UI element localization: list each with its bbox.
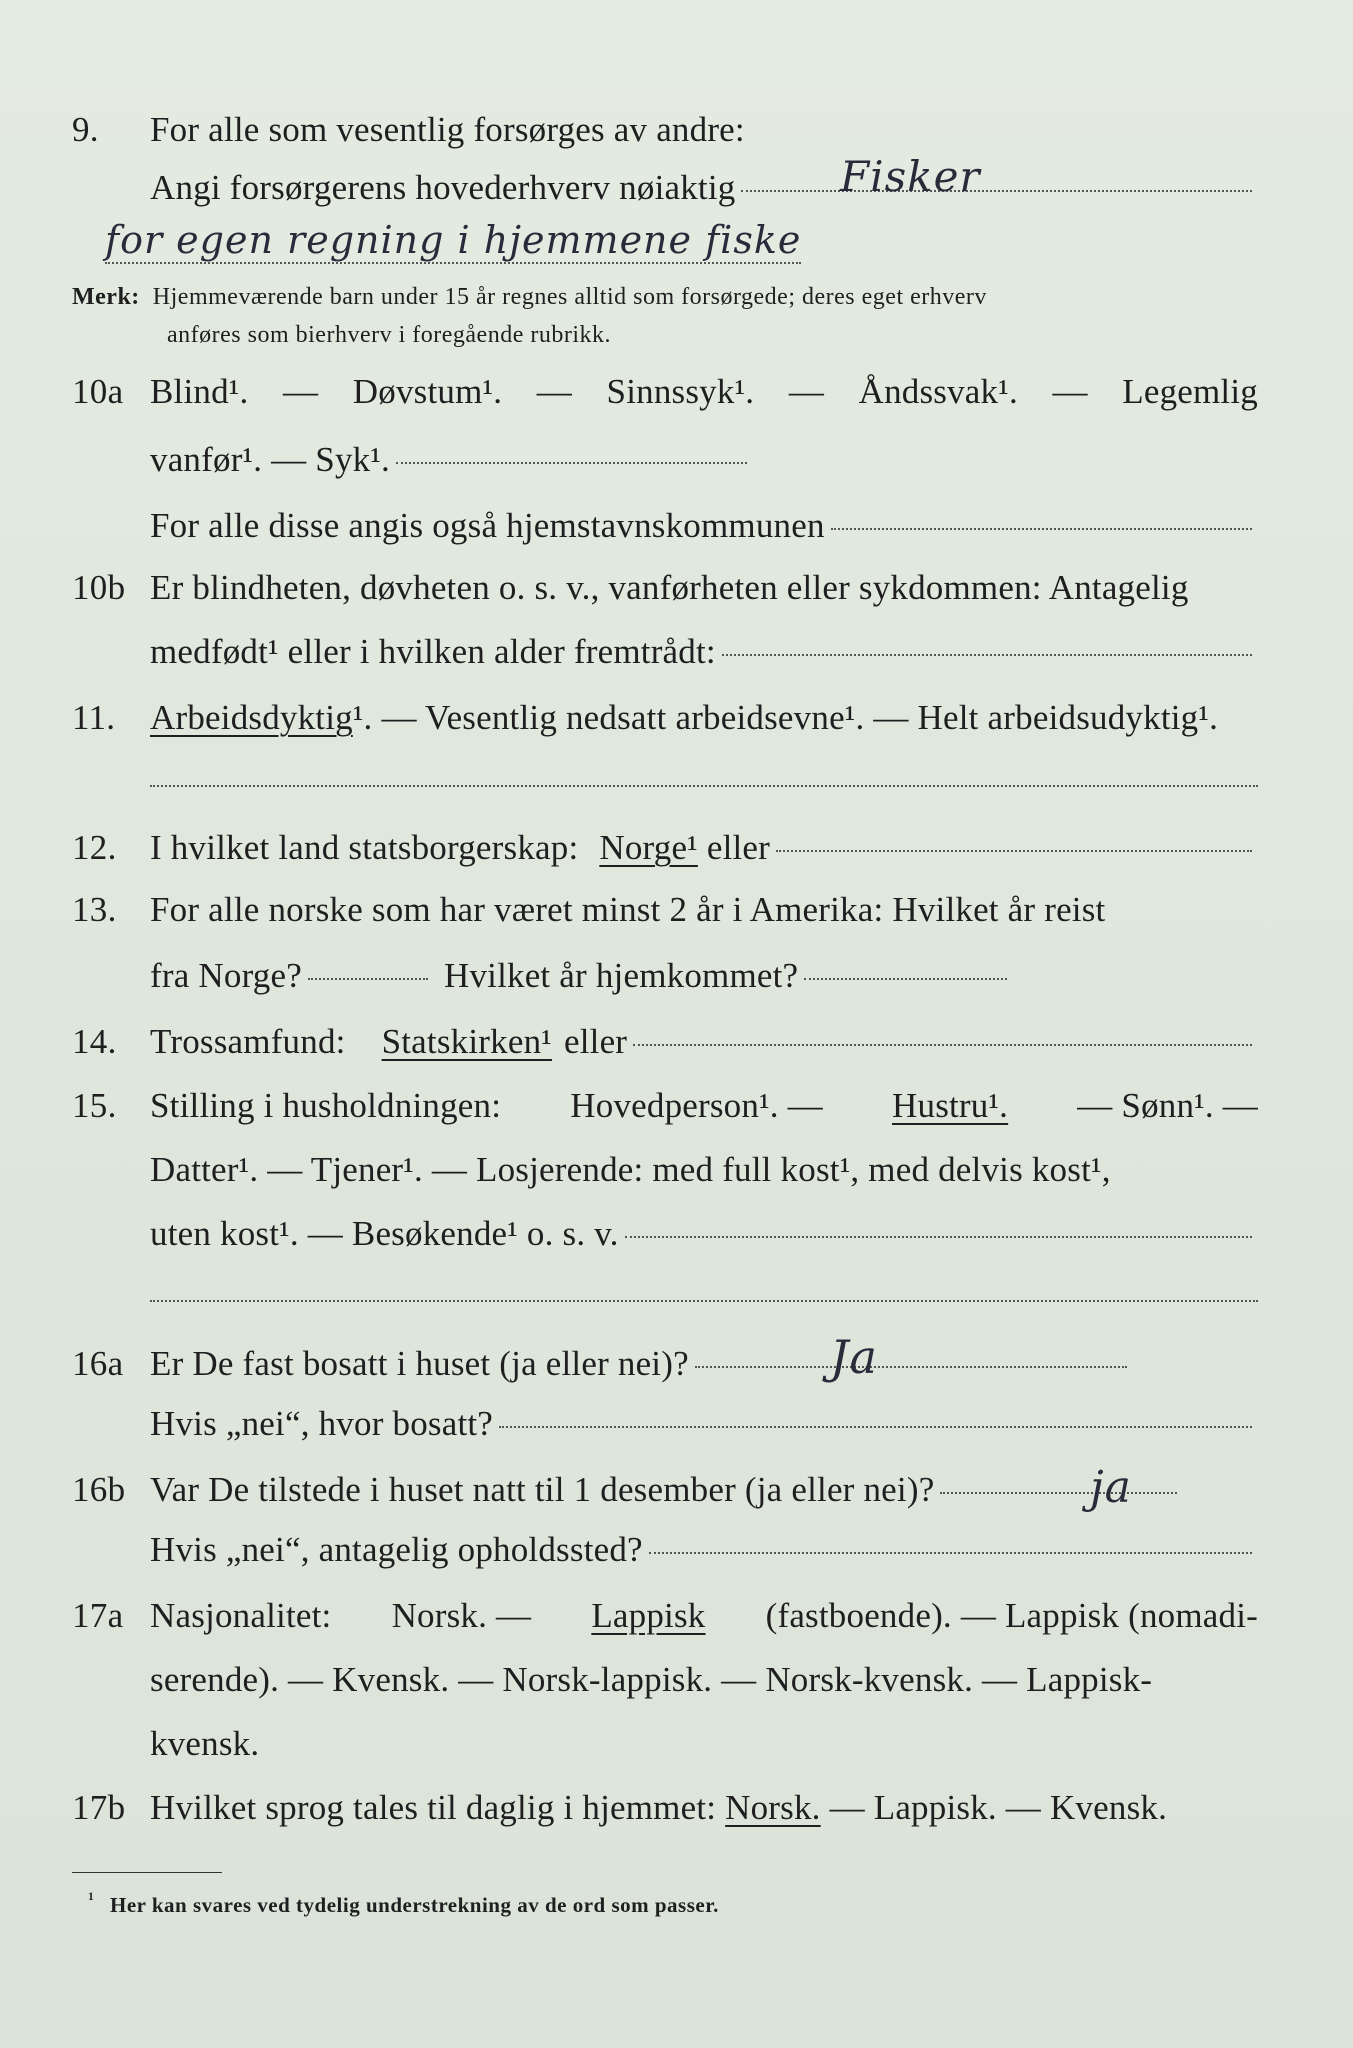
q10a-answer-line xyxy=(396,462,747,464)
q16b-opholdssted-line xyxy=(649,1552,1252,1554)
q16b-opholdssted: Hvis „nei“, antagelig opholdssted? xyxy=(150,1530,643,1569)
q17a-line3: kvensk. xyxy=(150,1724,260,1763)
q13-number: 13. xyxy=(72,890,117,929)
q15-besokende: uten kost¹. — Besøkende¹ o. s. v. xyxy=(150,1214,619,1253)
q16b-line2 xyxy=(150,1530,1258,1570)
q12-norge: Norge¹ xyxy=(599,828,698,867)
q13-reist: fra Norge? xyxy=(150,956,302,995)
q10b-line1: Er blindheten, døvheten o. s. v., vanførheten eller sykdommen: Antagelig xyxy=(150,568,1189,607)
q13-line2 xyxy=(150,956,1013,996)
q15-extra-line xyxy=(150,1300,1258,1302)
q17a-lappisk: Lappisk xyxy=(591,1596,706,1635)
q10a-vanfor-syk: vanfør¹. — Syk¹. xyxy=(150,440,390,479)
q17a-number: 17a xyxy=(72,1596,124,1635)
q10a-dovstum: Døvstum¹. xyxy=(352,372,503,411)
q10b-answer-line xyxy=(722,654,1252,656)
q10b-alder: medfødt¹ eller i hvilken alder fremtrådt: xyxy=(150,632,716,671)
q16b-line1 xyxy=(150,1462,1183,1513)
q17b-line1 xyxy=(150,1788,1258,1828)
q16a-answer: Ja xyxy=(830,1330,878,1384)
q17b-number: 17b xyxy=(72,1788,126,1827)
q10a-dash: — xyxy=(1052,372,1088,411)
q10a-hjemstavn: For alle disse angis også hjemstavnskommunen xyxy=(150,506,825,545)
q17b-rest: — Lappisk. — Kvensk. xyxy=(829,1788,1168,1827)
q11-arbeidsdyktig: Arbeidsdyktig xyxy=(150,698,353,737)
q14-statskirken: Statskirken¹ xyxy=(381,1022,552,1061)
q14-label: Trossamfund: xyxy=(150,1022,346,1061)
q15-line1 xyxy=(150,1086,1258,1126)
q10a-line2 xyxy=(150,440,753,480)
q11-answer-line xyxy=(150,785,1258,787)
q17a-line2: serende). — Kvensk. — Norsk-lappisk. — Norsk-kvensk. — Lappisk- xyxy=(150,1660,1153,1699)
q11-number: 11. xyxy=(72,698,116,737)
q17a-label: Nasjonalitet: xyxy=(150,1596,332,1635)
merk-line1: Hjemmeværende barn under 15 år regnes alltid som forsørgede; deres eget erhverv xyxy=(152,284,987,310)
q10a-number: 10a xyxy=(72,372,124,411)
q15-label: Stilling i husholdningen: xyxy=(150,1086,502,1125)
q13-hjemkommet: Hvilket år hjemkommet? xyxy=(443,956,799,995)
q9-line2 xyxy=(150,152,1258,208)
q13-hjemkommet-line xyxy=(804,978,1007,980)
q15-answer-line xyxy=(625,1236,1252,1238)
q10a-line1 xyxy=(150,372,1258,412)
footnote-text: Her kan svares ved tydelig understrekning av de ord som passer. xyxy=(110,1893,719,1917)
q14-eller: eller xyxy=(563,1022,628,1061)
q9-answer2: for egen regning i hjemmene fiske xyxy=(105,218,802,262)
q17a-fastboende: (fastboende). — Lappisk (nomadi- xyxy=(765,1596,1258,1635)
q12-label: I hvilket land statsborgerskap: xyxy=(150,828,579,867)
footnote-mark: 1 xyxy=(88,1891,95,1903)
q15-line3 xyxy=(150,1214,1258,1254)
q10a-line3 xyxy=(150,506,1258,546)
q16a-hvor-line xyxy=(499,1426,1252,1428)
q16a-line2 xyxy=(150,1404,1258,1444)
q16a-number: 16a xyxy=(72,1344,124,1383)
q17b-norsk: Norsk. xyxy=(725,1788,821,1827)
q10b-line2 xyxy=(150,632,1258,672)
q16a-line1 xyxy=(150,1330,1133,1384)
q14-answer-line xyxy=(633,1044,1252,1046)
footnote xyxy=(88,1891,719,1918)
q15-hustru: Hustru¹. xyxy=(892,1086,1009,1125)
q16b-number: 16b xyxy=(72,1470,126,1509)
q10a-dash: — xyxy=(283,372,319,411)
q9-label: Angi forsørgerens hovederhverv nøiaktig xyxy=(150,168,736,207)
merk-line2: anføres som bierhverv i foregående rubrikk. xyxy=(167,322,612,348)
q17b-label: Hvilket sprog tales til daglig i hjemmet: xyxy=(150,1788,717,1827)
q15-hovedperson: Hovedperson¹. — xyxy=(570,1086,823,1125)
q13-reist-line xyxy=(308,978,428,980)
q12-eller: eller xyxy=(706,828,771,867)
q16a-bosatt: Er De fast bosatt i huset (ja eller nei)? xyxy=(150,1344,689,1383)
q10a-andssvak: Åndssvak¹. xyxy=(858,372,1018,411)
q11-line1 xyxy=(150,698,1258,738)
q10a-dash: — xyxy=(788,372,825,411)
q12-answer-line xyxy=(776,850,1252,852)
q10a-dash: — xyxy=(536,372,572,411)
q10a-hjemstavn-line xyxy=(831,528,1252,530)
q10a-legemlig: Legemlig xyxy=(1122,372,1258,411)
q10a-sinnssyk: Sinnssyk¹. xyxy=(606,372,755,411)
q17a-line1 xyxy=(150,1596,1258,1636)
q16b-tilstede: Var De tilstede i huset natt til 1 desember (ja eller nei)? xyxy=(150,1470,935,1509)
q10b-number: 10b xyxy=(72,568,126,607)
q17a-norsk: Norsk. — xyxy=(391,1596,532,1635)
q16b-answer: ja xyxy=(1090,1462,1132,1513)
merk-note xyxy=(72,278,1258,354)
q14-number: 14. xyxy=(72,1022,117,1061)
q9-answer1: Fisker xyxy=(840,152,981,201)
q10a-blind: Blind¹. xyxy=(150,372,249,411)
q9-number: 9. xyxy=(72,110,99,149)
q9-answer-line xyxy=(741,190,1252,192)
q16a-answer-line xyxy=(695,1366,1127,1368)
q15-sonn: — Sønn¹. — xyxy=(1077,1086,1258,1125)
q12-line1 xyxy=(150,828,1258,868)
merk-label: Merk: xyxy=(72,284,140,310)
footnote-rule xyxy=(72,1872,222,1873)
q11-rest: ¹. — Vesentlig nedsatt arbeidsevne¹. — Helt arbeidsudyktig¹. xyxy=(352,698,1219,737)
q14-line1 xyxy=(150,1022,1258,1062)
q15-number: 15. xyxy=(72,1086,117,1125)
q16a-hvor-bosatt: Hvis „nei“, hvor bosatt? xyxy=(150,1404,494,1443)
q9-line3 xyxy=(105,218,1258,262)
q15-line2: Datter¹. — Tjener¹. — Losjerende: med full kost¹, med delvis kost¹, xyxy=(150,1150,1111,1189)
q12-number: 12. xyxy=(72,828,117,867)
q13-line1: For alle norske som har været minst 2 år i Amerika: Hvilket år reist xyxy=(150,890,1106,929)
q16b-answer-line xyxy=(940,1492,1177,1494)
q9-line1: For alle som vesentlig forsørges av andre: xyxy=(150,110,745,149)
